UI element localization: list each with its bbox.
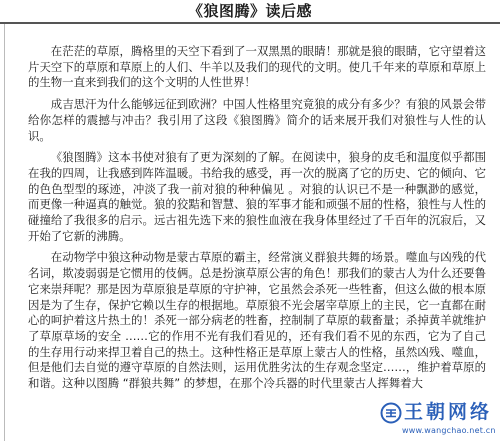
paragraph-1: 在茫茫的草原，腾格里的天空下看到了一双黑黑的眼睛！那就是狼的眼睛，它守望着这片天空下的草原和草原上的人们、牛羊以及我们的现代的文明。使几千年来的草原和草原上的生物一直来到我们的这个文明的人性世界！: [28, 44, 486, 90]
paragraph-3: 《狼图腾》这本书使对狼有了更为深刻的了解。在阅读中，狼身的皮毛和温度似乎都围在我的四周，让我感到阵阵温暖。书给我的感受，再一次的脱离了它的历史、它的倾向、它的色色型型的琢迹，冲淡了我一前对狼的种种偏见 。对狼的认识已不是一种飘渺的感觉，而更像一种逼真的触觉。狼的狡黠和智慧、狼的军事才能和顽强不屈的性格，狼性与人性的碰撞给了我很多的启示。远古祖先选下来的狼性血液在我身体里经过了千百年的沉寂后，又开始了它新的沸腾。: [28, 150, 486, 243]
paragraph-2: 成吉思汗为什么能够远征到欧洲？中国人性格里究竟狼的成分有多少？有狼的风景会带给你怎样的震撼与冲击？我引用了这段《狼图腾》简介的话来展开我们对狼性与人性的认识。: [28, 97, 486, 143]
document-body: [28, 44, 486, 398]
document-title: 《狼图腾》读后感: [187, 2, 312, 20]
title-divider: [0, 22, 500, 24]
page-margin-line: [4, 24, 5, 441]
watermark-logo-icon: [380, 402, 402, 424]
site-watermark: [380, 400, 498, 440]
watermark-url: www.wangchao.net.cn: [402, 426, 496, 435]
paragraph-4: 在动物学中狼这种动物是蒙古草原的霸主，经常演义群狼共舞的场景。噬血与凶残的代名词，欺凌弱弱是它惯用的伎俩。总是扮演草原公害的角色！那我们的蒙古人为什么还要鲁它来崇拜呢？那是因为草原狼是草原的守护神，它虽然会杀死一些牲畜，但这么做的根本原因是为了生存，保护它赖以生存的根据地。草原狼不光会屠宰草原上的主民，它一直都在耐心的呵护着这片热土的！杀死一部分病老的牲畜，控制制了草原的载畜量；杀掉黄羊就维护了草原草场的安全 ……它的作用不光有我们看见的，还有我们看不见的东西，它为了自己的生存用行动来捍卫着自己的热土。这种性格正是草原上蒙古人的性格，虽然凶残、噬血，但是他们去自觉的遵守草原的自然法则，运用优胜劣汰的生存观念坚定……，维护着草原的和谐。这种以图腾 “群狼共舞” 的梦想，在那个冷兵器的时代里蒙古人挥舞着大: [28, 250, 486, 391]
watermark-name: 王朝网络: [404, 401, 493, 423]
